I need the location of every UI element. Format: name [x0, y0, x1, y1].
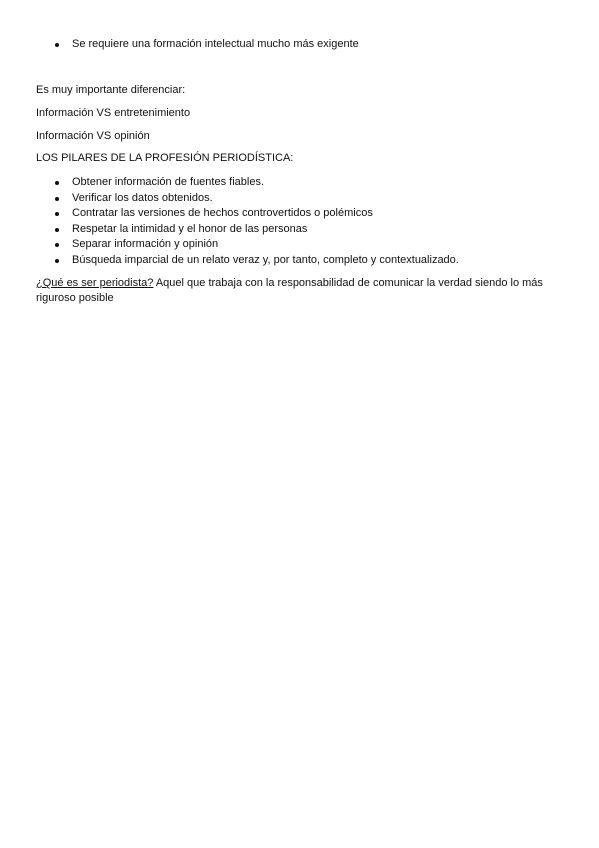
list-item: Contratar las versiones de hechos controvertidos o polémicos — [36, 206, 566, 222]
list-item: Obtener información de fuentes fiables. — [36, 175, 566, 191]
question-answer: Aquel que trabaja con la responsabilidad de comunicar la verdad siendo lo más riguroso posible — [36, 277, 543, 304]
pillars-heading: LOS PILARES DE LA PROFESIÓN PERIODÍSTICA: — [36, 152, 294, 164]
question-label: ¿Qué es ser periodista? — [36, 277, 154, 289]
pillars-list — [36, 175, 566, 269]
intro-text: Es muy importante diferenciar: — [36, 84, 186, 96]
list-item: Respetar la intimidad y el honor de las personas — [36, 222, 566, 238]
list-item: Separar información y opinión — [36, 237, 566, 253]
list-item: Búsqueda imparcial de un relato veraz y, por tanto, completo y contextualizado. — [36, 253, 566, 269]
list-item: Verificar los datos obtenidos. — [36, 191, 566, 207]
comparison-entertainment: Información VS entretenimiento — [36, 107, 191, 119]
list-item: Se requiere una formación intelectual mucho más exigente — [36, 37, 566, 53]
question-paragraph — [36, 276, 556, 306]
top-bullet-list — [36, 37, 566, 53]
comparison-opinion: Información VS opinión — [36, 130, 150, 142]
